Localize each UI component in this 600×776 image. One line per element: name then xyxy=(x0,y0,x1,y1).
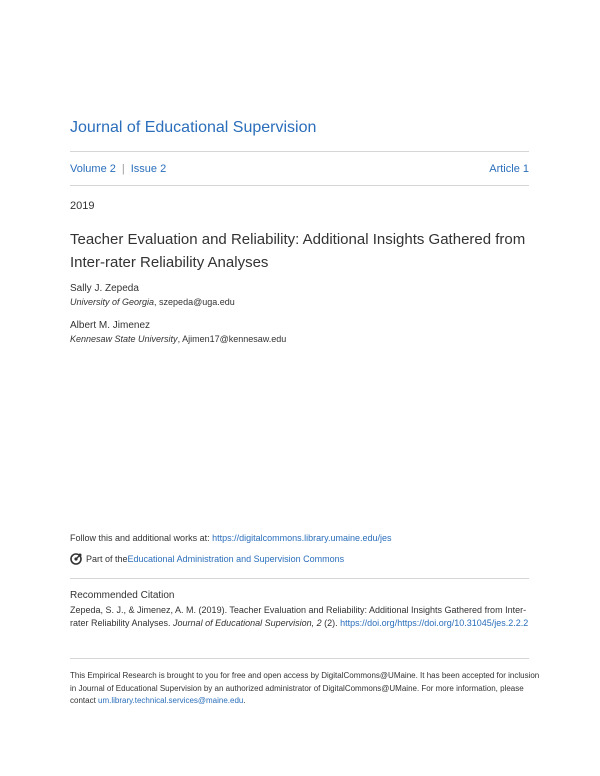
article-link[interactable]: Article 1 xyxy=(489,163,529,175)
author-institution: University of Georgia xyxy=(70,297,155,307)
citation-divider xyxy=(70,578,529,579)
contact-email-link[interactable]: um.library.technical.services@maine.edu xyxy=(98,696,244,705)
header-divider xyxy=(70,151,529,152)
author-name: Sally J. Zepeda xyxy=(70,283,139,294)
follow-text: Follow this and additional works at: xyxy=(70,533,213,543)
volume-link[interactable]: Volume 2 xyxy=(70,163,116,175)
part-of-text: Part of the xyxy=(86,554,128,564)
citation-journal: Journal of Educational Supervision, 2 xyxy=(173,618,322,628)
part-of-line xyxy=(70,553,344,565)
author-institution: Kennesaw State University xyxy=(70,334,178,344)
author-name: Albert M. Jimenez xyxy=(70,320,151,331)
footer-divider xyxy=(70,658,529,659)
citation-body: Zepeda, S. J., & Jimenez, A. M. (2019). Teacher Evaluation and Reliability: Additional Insights Gathered from Inter-rater Reliability Analyses. xyxy=(70,605,527,628)
citation-issue: (2). xyxy=(321,618,341,628)
issue-link[interactable]: Issue 2 xyxy=(130,163,167,175)
author-affiliation xyxy=(70,297,235,307)
issue-nav xyxy=(70,163,166,175)
journal-title[interactable]: Journal of Educational Supervision xyxy=(70,119,317,136)
access-notice-text: This Empirical Research is brought to you for free and open access by DigitalCommons@UMaine. It has been accepted for inclusion in Journal of Educational Supervision by an authorized administrator of DigitalCommons@UMaine. For more information, please contact xyxy=(70,671,540,705)
commons-network-icon xyxy=(70,553,82,565)
nav-divider xyxy=(70,185,529,186)
paper-title: Teacher Evaluation and Reliability: Additional Insights Gathered from Inter-rater Reliability Analyses xyxy=(70,231,526,271)
follow-link[interactable]: https://digitalcommons.library.umaine.edu/jes xyxy=(212,533,392,543)
author-email: , Ajimen17@kennesaw.edu xyxy=(177,334,287,344)
author-email: , szepeda@uga.edu xyxy=(154,297,235,307)
nav-separator: | xyxy=(121,163,125,175)
citation-text xyxy=(70,604,535,630)
doi-link[interactable]: https://doi.org/https://doi.org/10.31045/jes.2.2.2 xyxy=(340,618,529,628)
author-affiliation xyxy=(70,334,286,344)
commons-link[interactable]: Educational Administration and Supervision Commons xyxy=(127,554,345,564)
access-notice-end: . xyxy=(243,696,246,705)
follow-line xyxy=(70,533,392,543)
recommended-citation-heading: Recommended Citation xyxy=(70,590,175,601)
access-notice xyxy=(70,670,540,708)
publication-year: 2019 xyxy=(70,200,95,212)
